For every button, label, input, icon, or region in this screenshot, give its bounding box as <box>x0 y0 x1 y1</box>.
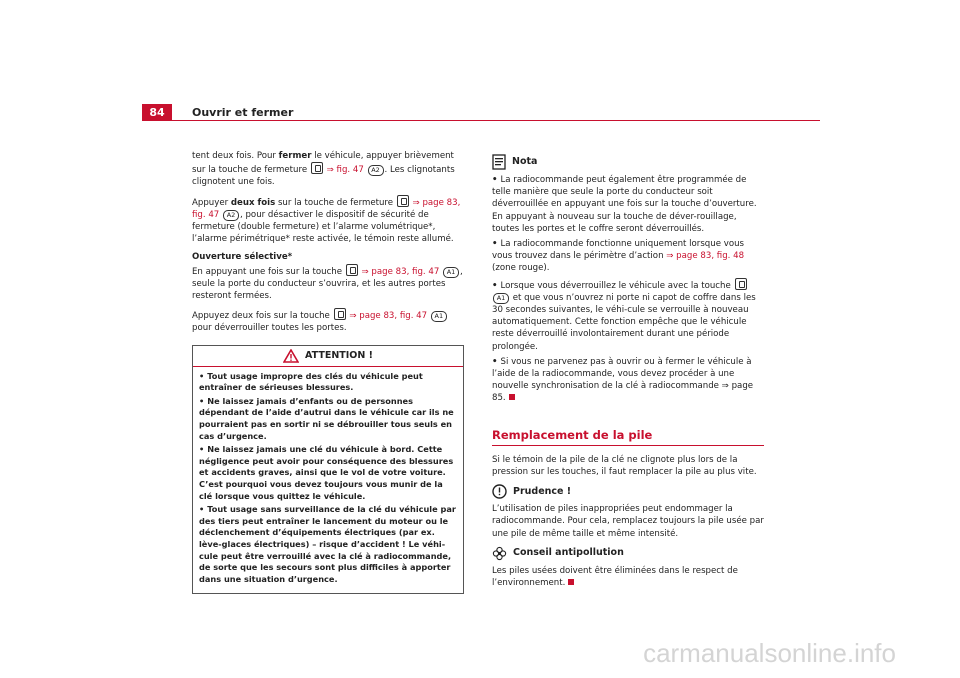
cross-reference[interactable]: ⇒ page 83, fig. 48 <box>666 251 745 262</box>
cross-reference[interactable]: ⇒ page 83, fig. 47 <box>349 311 428 322</box>
warning-triangle-icon <box>283 349 299 363</box>
nota-title: Nota <box>512 155 538 167</box>
prudence-text: L’utilisation de piles inappropriées peut endommager la radiocommande. Pour cela, remplacez toujours la pile usée par une pile de même taille et même intensité. <box>492 504 764 539</box>
key-icon <box>397 195 409 207</box>
cross-reference[interactable]: ⇒ page 83, fig. 47 <box>192 197 461 220</box>
attention-title: ATTENTION ! <box>305 349 373 361</box>
cross-reference[interactable]: ⇒ page 83, fig. 47 <box>361 266 440 277</box>
callout-badge: A1 <box>493 293 509 304</box>
prudence-title: Prudence ! <box>513 485 572 497</box>
conseil-header <box>492 546 764 561</box>
attention-item: • Ne laissez jamais une clé du véhicule à bord. Cette négligence peut avoir pour conséquence des blessures et accidents graves, ainsi que le vol de votre voiture. C’est pourquoi vous devez toujours vous munir de la clé lorsque vous quittez le véhicule. <box>199 444 454 501</box>
attention-item: • Tout usage impropre des clés du véhicule peut entraîner de sérieuses blessures. <box>199 370 423 393</box>
note-icon <box>492 154 506 170</box>
section-text: Si le témoin de la pile de la clé ne clignote plus lors de la pression sur les touches, il faut remplacer la pile au plus vite. <box>492 454 757 478</box>
exclamation-icon <box>492 484 507 499</box>
paragraph-close-twice: Appuyer deux fois sur la touche de fermeture ⇒ page 83, fig. 47 A2 , pour désactiver le dispositif de sécurité de fermeture (double fermeture) et l’alarme volumétrique*, l’alarme périmétrique* reste activée, le témoin reste allumé. <box>192 195 464 246</box>
key-icon <box>334 308 346 320</box>
section-rule <box>492 445 764 446</box>
watermark: carmanualsonline.info <box>643 638 896 668</box>
section-title: Remplacement de la pile <box>492 427 653 442</box>
key-icon <box>735 278 747 290</box>
header-rule <box>172 120 820 121</box>
subsection-heading: Ouverture sélective* <box>192 252 293 263</box>
paragraph-close-once: tent deux fois. Pour fermer le véhicule, appuyer brièvement sur la touche de fermeture ⇒ fig. 47 A2 . Les clignotants clignotent une fois. <box>192 151 455 188</box>
cross-reference[interactable]: ⇒ fig. 47 <box>326 165 364 176</box>
left-column <box>192 150 464 594</box>
nota-item: • La radiocommande fonctionne uniquement lorsque vous vous trouvez dans le périmètre d’action ⇒ page 83, fig. 48 (zone rouge). <box>492 239 745 274</box>
prudence-header <box>492 484 764 499</box>
key-icon <box>311 162 323 174</box>
right-column <box>492 150 764 595</box>
end-marker-icon <box>509 394 515 400</box>
callout-badge: A1 <box>431 311 447 322</box>
conseil-text: Les piles usées doivent être éliminées dans le respect de l’environnement. <box>492 565 738 589</box>
key-icon <box>346 264 358 276</box>
attention-item: • Tout usage sans surveillance de la clé du véhicule par des tiers peut entraîner le lancement du moteur ou le déclenchement d’équipements électriques (par ex. lève-glaces électriques) – risque d’accident ! Le véhi-cule peut être verrouillé avec la clé à radiocommande, de sorte que les secours sont plus difficiles à apporter dans une situation d’urgence. <box>199 504 456 584</box>
end-marker-icon <box>568 579 574 585</box>
attention-item: • Ne laissez jamais d’enfants ou de personnes dépendant de l’aide d’autrui dans le véhicule car ils ne pourraient pas en sortir ni se débrouiller tous seuls en cas d’urgence. <box>199 395 454 441</box>
flower-icon <box>492 546 507 561</box>
nota-item: • La radiocommande peut également être programmée de telle manière que seule la porte du conducteur soit déverrouillée en appuyant une fois sur la touche d’ouverture. En appuyant à nouveau sur la touche de déver-rouillage, toutes les portes et le coffre seront déverrouillés. <box>492 175 757 234</box>
callout-badge: A2 <box>223 210 239 221</box>
paragraph-selective-open: En appuyant une fois sur la touche ⇒ page 83, fig. 47 A1 , seule la porte du conducteur s’ouvrira, et les autres portes resteront fermées. <box>192 264 464 303</box>
page-title: Ouvrir et fermer <box>192 106 294 119</box>
attention-header <box>193 346 463 367</box>
nota-header <box>492 154 764 170</box>
page-number: 84 <box>142 104 172 121</box>
nota-item: • Lorsque vous déverrouillez le véhicule avec la touche A1 et que vous n’ouvrez ni porte ni capot de coffre dans les 30 secondes suivantes, le véhi-cule se verrouille à nouveau automatiquement. Cette fonction empêche que le véhicule reste déverrouillé involontairement durant une période prolongée. <box>492 278 764 353</box>
callout-badge: A2 <box>368 165 384 176</box>
callout-badge: A1 <box>443 267 459 278</box>
nota-item: • Si vous ne parvenez pas à ouvrir ou à fermer le véhicule à l’aide de la radiocommande, vous devez procéder à une nouvelle synchronisation de la clé à radiocommande ⇒ page 85. <box>492 356 754 404</box>
attention-box <box>192 345 464 595</box>
conseil-title: Conseil antipollution <box>513 547 624 559</box>
paragraph-unlock-all: Appuyez deux fois sur la touche ⇒ page 83, fig. 47 A1 pour déverrouiller toutes les portes. <box>192 308 464 334</box>
